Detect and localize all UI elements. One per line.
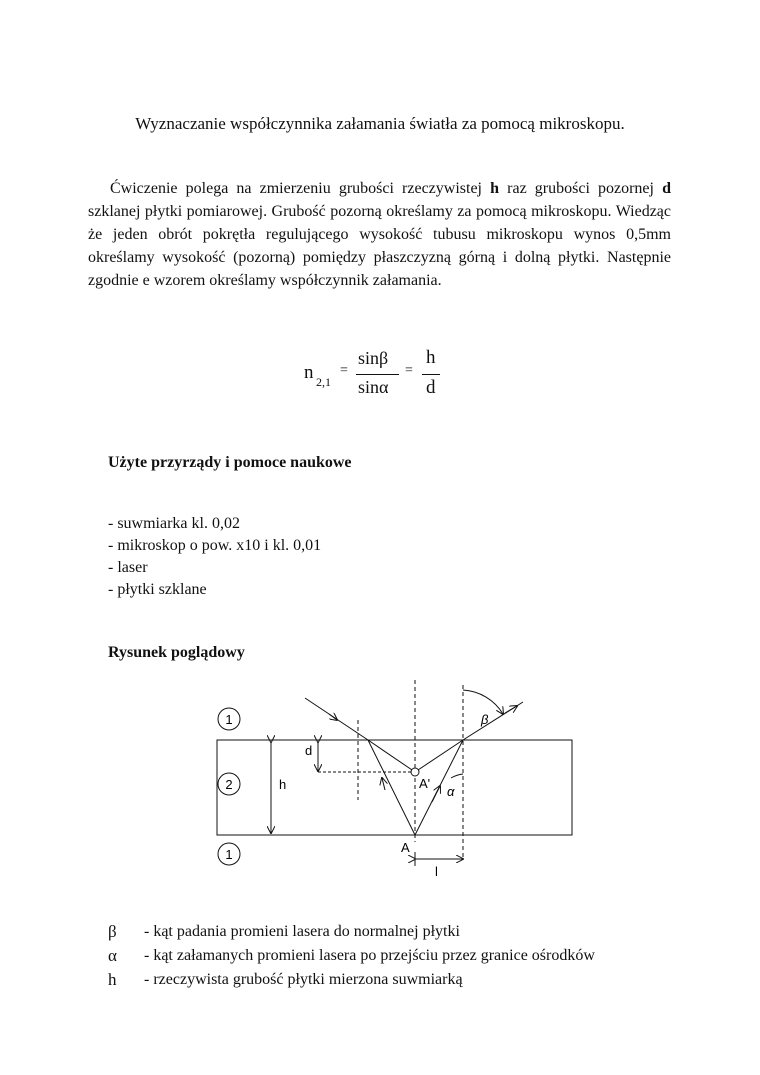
medium-2-label: 2 [225,777,233,792]
medium-1-bottom-label: 1 [225,847,233,862]
apparent-ray-left [368,740,415,772]
legend-row-h [108,968,595,992]
formula-fraction-bar-1 [356,374,399,375]
alpha-label: α [447,784,455,799]
formula-equals-2: = [405,363,413,378]
legend-text: - kąt załamanych promieni lasera po przejściu przez granice ośrodków [144,947,595,964]
refracted-ray-left [368,740,415,835]
formula-numerator-h: h [426,347,436,368]
formula-denominator-d: d [426,377,436,398]
intro-paragraph [88,177,671,292]
formula-lhs: n [304,362,314,383]
symbol-legend [108,920,595,992]
legend-symbol: h [108,970,117,989]
formula-numerator-sin-beta: sinβ [358,348,389,368]
emergent-ray-right-arrow [505,706,517,713]
equipment-item: - płytki szklane [108,581,207,598]
intro-bold-h: h [490,180,500,197]
apparent-point-a-prime [411,768,419,776]
legend-row-alpha [108,944,595,968]
equipment-heading: Użyte przyrządy i pomoce naukowe [108,454,352,471]
refracted-ray-left-arrow [382,778,385,790]
formula-equals-1: = [340,363,348,378]
refraction-formula [290,345,490,405]
legend-text: - rzeczywista grubość płytki mierzona suwmiarką [144,971,463,988]
intro-text-2: raz grubości pozornej [499,180,663,197]
refracted-ray-right-arrow [432,786,440,802]
legend-symbol: β [108,922,117,941]
legend-symbol: α [108,946,117,965]
beta-angle-arc [463,690,503,714]
intro-bold-d: d [662,180,671,197]
l-label: l [435,864,438,879]
a-prime-label: A' [419,776,431,791]
equipment-item: - suwmiarka kl. 0,02 [108,515,240,532]
formula-fraction-bar-2 [422,374,440,375]
refraction-diagram [205,680,585,880]
equipment-item: - mikroskop o pow. x10 i kl. 0,01 [108,537,322,554]
medium-1-top-label: 1 [225,712,233,727]
h-label: h [279,777,287,792]
legend-text: - kąt padania promieni lasera do normalnej płytki [144,923,460,940]
glass-plate [217,740,572,835]
legend-row-beta [108,920,595,944]
d-label: d [305,743,313,758]
apparent-ray-right [415,740,463,772]
page-title: Wyznaczanie współczynnika załamania światła za pomocą mikroskopu. [135,114,625,133]
intro-text-3: szklanej płytki pomiarowej. Grubość pozorną określamy za pomocą mikroskopu. Wiedząc że jeden obrót pokrętła regulującego wysokość tubusu mikroskopu wynos 0,5mm określamy wysokość (pozorną) pomiędzy płaszczyzną górną i dolną płytki. Następnie zgodnie e wzorem określamy współczynnik załamania. [88,203,671,289]
equipment-item: - laser [108,559,148,576]
beta-label: β [481,712,489,727]
a-label: A [401,840,410,855]
incident-ray-left-arrow [329,714,337,720]
figure-heading: Rysunek poglądowy [108,644,245,661]
alpha-angle-arc [451,774,463,778]
equipment-list [108,513,321,601]
formula-denominator-sin-alpha: sinα [358,377,389,397]
formula-subscript: 2,1 [316,375,331,389]
intro-text-1: Ćwiczenie polega na zmierzeniu grubości rzeczywistej [110,180,491,197]
